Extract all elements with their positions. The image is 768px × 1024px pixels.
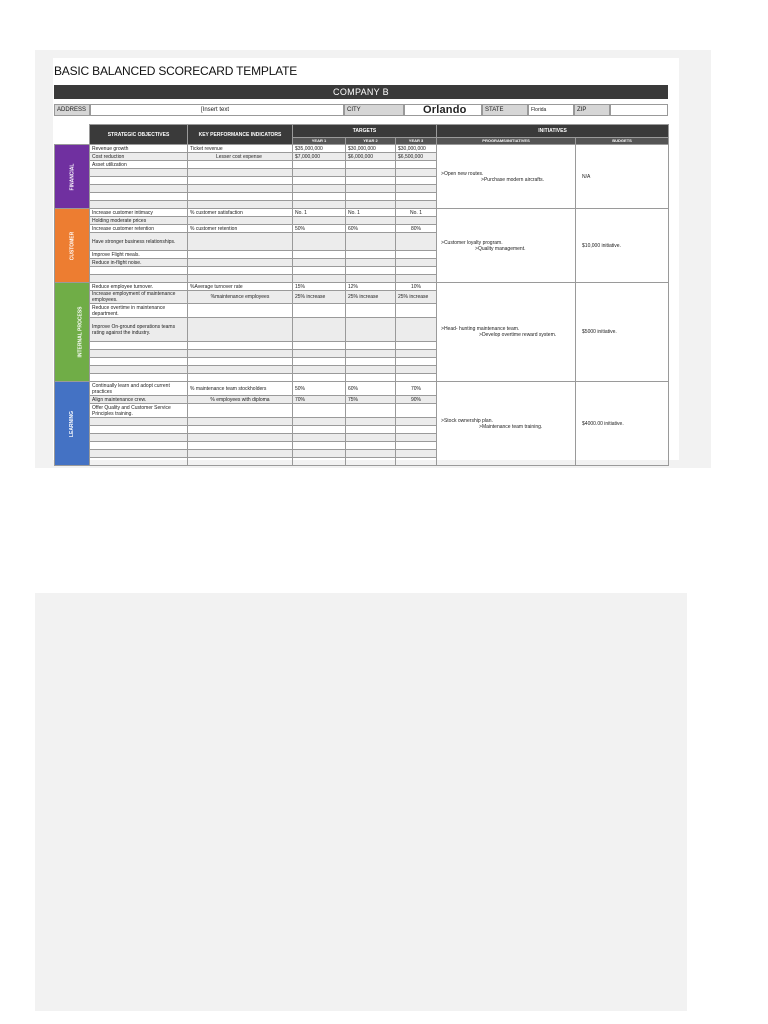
- year3-cell: 10%: [396, 283, 437, 291]
- year1-cell: 50%: [293, 225, 346, 233]
- targets-header: TARGETS: [293, 125, 437, 138]
- table-row: [55, 283, 669, 291]
- year2-cell: $6,000,000: [346, 153, 396, 161]
- year3-cell: $30,000,000: [396, 145, 437, 153]
- objective-cell: Improve On-ground operations teams rating against the industry.: [90, 318, 188, 342]
- objective-cell: Have stronger business relationships.: [90, 233, 188, 251]
- year2-cell: 60%: [346, 225, 396, 233]
- year3-cell: 90%: [396, 396, 437, 404]
- initiative-line: >Open new routes.: [441, 170, 484, 177]
- year1-cell: No. 1: [293, 209, 346, 217]
- city-label: CITY: [344, 104, 404, 116]
- year1-header: YEAR 1: [293, 138, 346, 145]
- zip-value: [610, 104, 668, 116]
- year2-cell: 25% increase: [346, 291, 396, 304]
- state-label: STATE: [482, 104, 528, 116]
- year2-header: YEAR 2: [346, 138, 396, 145]
- objective-cell: Improve Flight meals.: [90, 251, 188, 259]
- initiative-line: >Head- hunting maintenance team.: [441, 326, 520, 332]
- initiative-line: >Maintenance team training.: [479, 423, 543, 430]
- programs-header: PROGRAMS/INITIATIVES: [437, 138, 576, 145]
- table-row: [55, 145, 669, 153]
- budgets-header: BUDGETS: [576, 138, 669, 145]
- kpi-cell: Ticket revenue: [188, 145, 293, 153]
- year1-cell: $7,000,000: [293, 153, 346, 161]
- year2-cell: $30,000,000: [346, 145, 396, 153]
- customer-perspective-label: CUSTOMER: [55, 209, 90, 283]
- internal-process-initiatives: [437, 283, 576, 382]
- header-row: [55, 125, 669, 138]
- year3-cell: No. 1: [396, 209, 437, 217]
- financial-perspective-label: FINANCIAL: [55, 145, 90, 209]
- objective-cell: Continually learn and adopt current practices: [90, 382, 188, 396]
- year1-cell: 15%: [293, 283, 346, 291]
- year2-cell: No. 1: [346, 209, 396, 217]
- kpi-cell: % customer satisfaction: [188, 209, 293, 217]
- objective-cell: Reduce in-flight noise.: [90, 259, 188, 267]
- year1-cell: 25% increase: [293, 291, 346, 304]
- year3-cell: $6,500,000: [396, 153, 437, 161]
- zip-label: ZIP: [574, 104, 610, 116]
- financial-budget: N/A: [576, 145, 669, 209]
- kpi-header: KEY PERFORMANCE INDICATORS: [188, 125, 293, 145]
- year3-header: YEAR 3: [396, 138, 437, 145]
- year1-cell: 50%: [293, 382, 346, 396]
- objective-cell: Align maintenance crew.: [90, 396, 188, 404]
- objective-cell: Cost reduction: [90, 153, 188, 161]
- city-value: Orlando: [404, 104, 482, 116]
- kpi-cell: % customer retention: [188, 225, 293, 233]
- kpi-cell: % employees with diploma: [188, 396, 293, 404]
- address-label: ADDRESS: [54, 104, 90, 116]
- year3-cell: 70%: [396, 382, 437, 396]
- initiatives-header: INITIATIVES: [437, 125, 669, 138]
- year1-cell: $35,000,000: [293, 145, 346, 153]
- objective-cell: Reduce overtime in maintenance department.: [90, 304, 188, 318]
- corner-blank: [55, 125, 90, 145]
- year2-cell: 12%: [346, 283, 396, 291]
- kpi-cell: Lesser cost expense: [188, 153, 293, 161]
- objectives-header: STRATEGIC OBJECTIVES: [90, 125, 188, 145]
- initiative-line: >Customer loyalty program.: [441, 239, 503, 246]
- scorecard-table: [54, 124, 669, 466]
- initiative-line: >Develop overtime reward system.: [479, 332, 557, 338]
- objective-cell: Reduce employee turnover.: [90, 283, 188, 291]
- year3-cell: 80%: [396, 225, 437, 233]
- internal-process-budget: $5000 initiative.: [576, 283, 669, 382]
- kpi-cell: %maintenance employees: [188, 291, 293, 304]
- kpi-cell: %Average turnover rate: [188, 283, 293, 291]
- learning-initiatives: [437, 382, 576, 466]
- document-page-2: [35, 593, 687, 1011]
- address-value: [Insert text: [90, 104, 344, 116]
- objective-cell: Holding moderate prices: [90, 217, 188, 225]
- learning-budget: $4000.00 initiative.: [576, 382, 669, 466]
- objective-cell: Increase customer retention: [90, 225, 188, 233]
- state-value: Florida: [528, 104, 574, 116]
- initiative-line: >Stock ownership plan.: [441, 417, 493, 424]
- table-row: [55, 382, 669, 396]
- objective-cell: Increase customer intimacy: [90, 209, 188, 217]
- year1-cell: 70%: [293, 396, 346, 404]
- learning-perspective-label: LEARNING: [55, 382, 90, 466]
- document-title: BASIC BALANCED SCORECARD TEMPLATE: [54, 64, 298, 78]
- customer-initiatives: [437, 209, 576, 283]
- year2-cell: 75%: [346, 396, 396, 404]
- year2-cell: 60%: [346, 382, 396, 396]
- kpi-cell: % maintenance team stockholders: [188, 382, 293, 396]
- objective-cell: Revenue growth: [90, 145, 188, 153]
- initiative-line: >Quality management.: [475, 245, 526, 252]
- objective-cell: Increase employment of maintenance employees.: [90, 291, 188, 304]
- internal-process-perspective-label: INTERNAL PROCESS: [55, 283, 90, 382]
- objective-cell: Offer Quality and Customer Service Principles training.: [90, 404, 188, 418]
- year3-cell: 25% increase: [396, 291, 437, 304]
- initiative-line: >Purchase modern aircrafts.: [481, 176, 544, 183]
- financial-initiatives: [437, 145, 576, 209]
- objective-cell: Asset utilization: [90, 161, 188, 169]
- company-banner: COMPANY B: [54, 85, 668, 99]
- table-row: [55, 209, 669, 217]
- customer-budget: $10,000 initiative.: [576, 209, 669, 283]
